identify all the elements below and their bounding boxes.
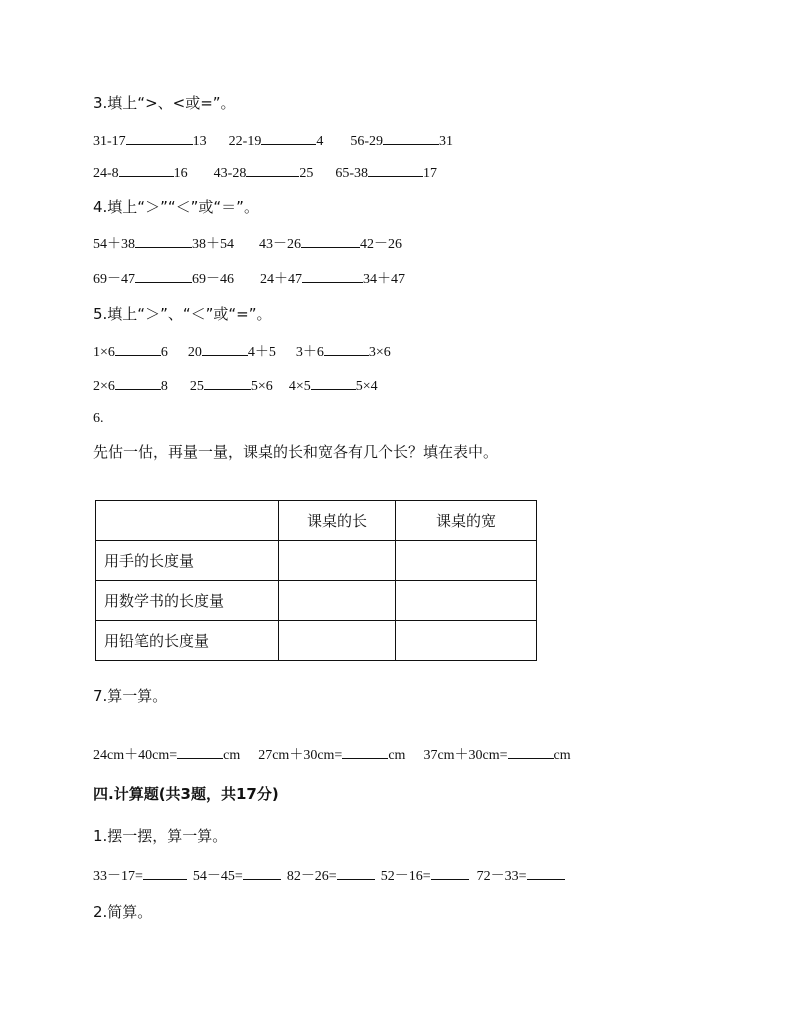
answer-blank[interactable] <box>431 866 469 880</box>
q7-expr-3: 37cm＋30cm= <box>423 748 508 763</box>
q4-row-2 <box>93 269 405 289</box>
q3-r2-left-3: 65-38 <box>335 166 369 181</box>
q6-instruction: 先估一估，再量一量，课桌的长和宽各有几个长？填在表中。 <box>93 443 499 461</box>
answer-blank[interactable] <box>177 745 223 759</box>
answer-cell[interactable] <box>396 621 537 661</box>
q5-r1-right-2: 4＋5 <box>247 345 276 360</box>
q7-unit-2: cm <box>388 748 406 763</box>
q4-title: 4.填上“＞”“＜”或“＝”。 <box>93 198 259 216</box>
section-heading: 四.计算题(共3题，共17分) <box>93 785 279 803</box>
table-header-cell <box>96 501 279 541</box>
answer-blank[interactable] <box>342 745 388 759</box>
s4-q2-title: 2.简算。 <box>93 903 153 921</box>
q5-r2-left-3: 4×5 <box>288 379 311 394</box>
answer-cell[interactable] <box>279 581 396 621</box>
q5-r2-left-1: 2×6 <box>93 379 115 394</box>
q5-r1-left-3: 3＋6 <box>295 345 324 360</box>
q3-r1-right-3: 31 <box>439 134 454 149</box>
q4-r1-right-1: 38＋54 <box>192 237 234 252</box>
s4-q1-row <box>93 866 565 886</box>
q4-r2-left-2: 24＋47 <box>260 272 302 287</box>
s4-q1-expr-1: 33－17= <box>93 869 143 884</box>
answer-blank[interactable] <box>204 376 251 390</box>
row-label: 用铅笔的长度量 <box>96 621 279 661</box>
s4-q1-expr-2: 54－45= <box>192 869 243 884</box>
q5-title: 5.填上“＞”、“＜”或“=”。 <box>93 305 272 323</box>
answer-blank[interactable] <box>135 269 192 283</box>
row-label: 用数学书的长度量 <box>96 581 279 621</box>
q3-title: 3.填上“>、<或=”。 <box>93 94 236 112</box>
answer-cell[interactable] <box>396 581 537 621</box>
answer-blank[interactable] <box>324 342 369 356</box>
measurement-table <box>95 500 537 661</box>
q3-r1-right-1: 13 <box>192 134 207 149</box>
answer-blank[interactable] <box>261 131 316 145</box>
q3-row-2 <box>93 163 437 183</box>
q4-row-1 <box>93 234 402 254</box>
q7-title: 7.算一算。 <box>93 687 168 705</box>
table-row <box>96 581 537 621</box>
q7-row <box>93 745 571 765</box>
answer-blank[interactable] <box>243 866 281 880</box>
q4-r2-right-2: 34＋47 <box>363 272 405 287</box>
q3-r2-right-2: 25 <box>299 166 314 181</box>
q3-r2-right-3: 17 <box>423 166 438 181</box>
answer-blank[interactable] <box>119 163 174 177</box>
q3-row-1 <box>93 131 453 151</box>
answer-blank[interactable] <box>368 163 423 177</box>
answer-blank[interactable] <box>135 234 192 248</box>
answer-blank[interactable] <box>383 131 439 145</box>
answer-cell[interactable] <box>279 541 396 581</box>
q3-r2-left-2: 43-28 <box>213 166 247 181</box>
q3-r1-left-3: 56-29 <box>350 134 384 149</box>
q5-r1-left-1: 1×6 <box>93 345 115 360</box>
table-row <box>96 621 537 661</box>
q5-r1-right-3: 3×6 <box>368 345 391 360</box>
table-header-row <box>96 501 537 541</box>
table-header-cell: 课桌的长 <box>279 501 396 541</box>
q7-expr-1: 24cm＋40cm= <box>93 748 178 763</box>
answer-cell[interactable] <box>396 541 537 581</box>
q6-number: 6. <box>93 411 104 426</box>
q3-r1-left-2: 22-19 <box>228 134 262 149</box>
q5-r2-right-3: 5×4 <box>355 379 378 394</box>
q4-r1-right-2: 42－26 <box>360 237 402 252</box>
answer-blank[interactable] <box>301 234 360 248</box>
q5-r1-right-1: 6 <box>160 345 168 360</box>
s4-q1-expr-4: 52－16= <box>380 869 431 884</box>
q4-r2-left-1: 69－47 <box>93 272 135 287</box>
q4-r1-left-2: 43－26 <box>259 237 301 252</box>
q5-r2-left-2: 25 <box>189 379 204 394</box>
q5-r2-right-2: 5×6 <box>250 379 273 394</box>
answer-blank[interactable] <box>202 342 248 356</box>
table-row <box>96 541 537 581</box>
answer-blank[interactable] <box>115 342 161 356</box>
answer-blank[interactable] <box>337 866 375 880</box>
answer-blank[interactable] <box>311 376 356 390</box>
table-header-cell: 课桌的宽 <box>396 501 537 541</box>
q5-r1-left-2: 20 <box>187 345 202 360</box>
q3-r2-left-1: 24-8 <box>93 166 119 181</box>
q7-unit-3: cm <box>553 748 571 763</box>
q5-row-2 <box>93 376 378 396</box>
q3-r2-right-1: 16 <box>173 166 188 181</box>
answer-blank[interactable] <box>302 269 363 283</box>
answer-blank[interactable] <box>527 866 565 880</box>
q7-expr-2: 27cm＋30cm= <box>258 748 343 763</box>
q4-r1-left-1: 54＋38 <box>93 237 135 252</box>
s4-q1-expr-5: 72－33= <box>476 869 527 884</box>
s4-q1-expr-3: 82－26= <box>286 869 337 884</box>
q7-unit-1: cm <box>223 748 241 763</box>
q3-r1-left-1: 31-17 <box>93 134 126 149</box>
s4-q1-title: 1.摆一摆，算一算。 <box>93 827 228 845</box>
answer-blank[interactable] <box>246 163 299 177</box>
answer-blank[interactable] <box>115 376 161 390</box>
answer-cell[interactable] <box>279 621 396 661</box>
answer-blank[interactable] <box>508 745 554 759</box>
row-label: 用手的长度量 <box>96 541 279 581</box>
q3-r1-right-2: 4 <box>316 134 324 149</box>
q5-r2-right-1: 8 <box>160 379 168 394</box>
answer-blank[interactable] <box>143 866 187 880</box>
q4-r2-right-1: 69－46 <box>192 272 234 287</box>
q5-row-1 <box>93 342 391 362</box>
answer-blank[interactable] <box>126 131 193 145</box>
